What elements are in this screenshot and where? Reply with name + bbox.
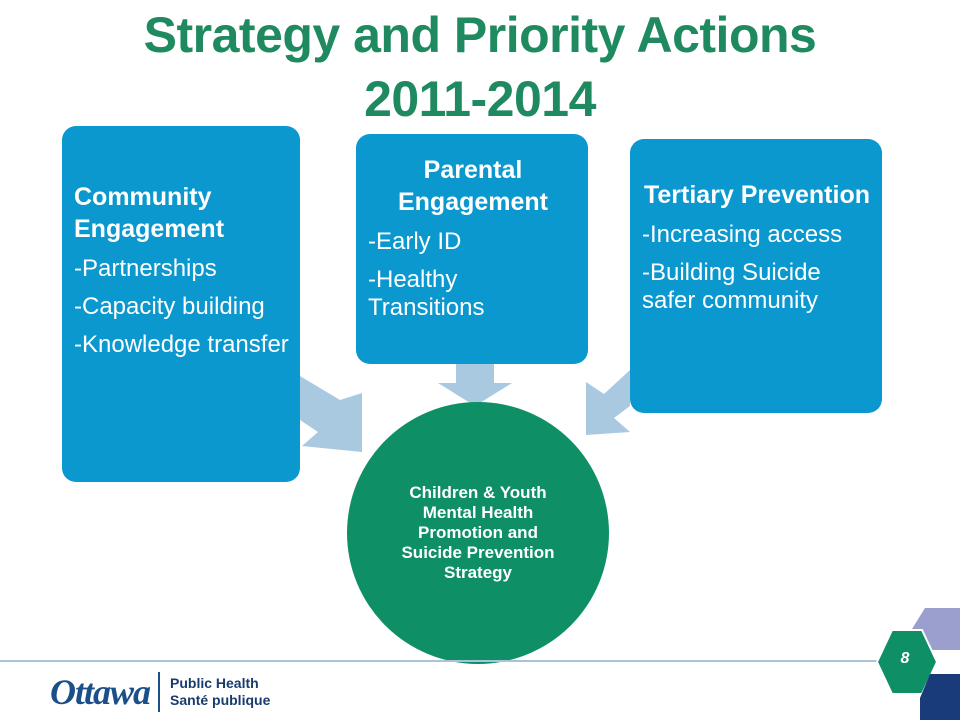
- community-item-partnerships: -Partnerships: [74, 255, 217, 282]
- slide-number: 8: [900, 650, 910, 667]
- ottawa-logo-word: Ottawa: [50, 672, 151, 712]
- community-engagement-heading: Community Engagement: [74, 183, 225, 243]
- community-engagement-box: [62, 126, 300, 482]
- parental-item-early-id: -Early ID: [368, 228, 462, 255]
- arrow-top: [438, 364, 512, 406]
- strategy-center-text: Children & Youth Mental Health Promotion and Suicide Prevention Strategy: [401, 483, 555, 582]
- parental-engagement-heading: Parental Engagement: [397, 156, 549, 216]
- community-item-knowledge-transfer: -Knowledge transfer: [74, 331, 289, 358]
- ottawa-public-health-logo: [50, 670, 270, 714]
- arrow-right: [586, 370, 630, 435]
- tertiary-item-suicide-safer-community: -Building Suicide safer community: [642, 259, 821, 314]
- slide-title-line-1: Strategy and Priority Actions: [143, 7, 817, 63]
- strategy-center-circle: [347, 402, 609, 664]
- community-item-capacity-building: -Capacity building: [74, 293, 265, 320]
- logo-org-line-english: Public Health: [170, 675, 259, 691]
- logo-org-name: [170, 675, 270, 709]
- logo-divider: [158, 672, 160, 712]
- arrow-left: [300, 376, 362, 452]
- tertiary-item-increasing-access: -Increasing access: [642, 221, 843, 248]
- parental-engagement-box: [356, 134, 588, 364]
- tertiary-prevention-heading: Tertiary Prevention: [643, 181, 870, 209]
- slide-title-line-2: 2011-2014: [364, 71, 596, 127]
- parental-item-healthy-transitions: -Healthy Transitions: [368, 266, 485, 321]
- footer-divider: [0, 660, 890, 662]
- logo-org-line-french: Santé publique: [170, 692, 271, 708]
- tertiary-prevention-box: [630, 139, 882, 413]
